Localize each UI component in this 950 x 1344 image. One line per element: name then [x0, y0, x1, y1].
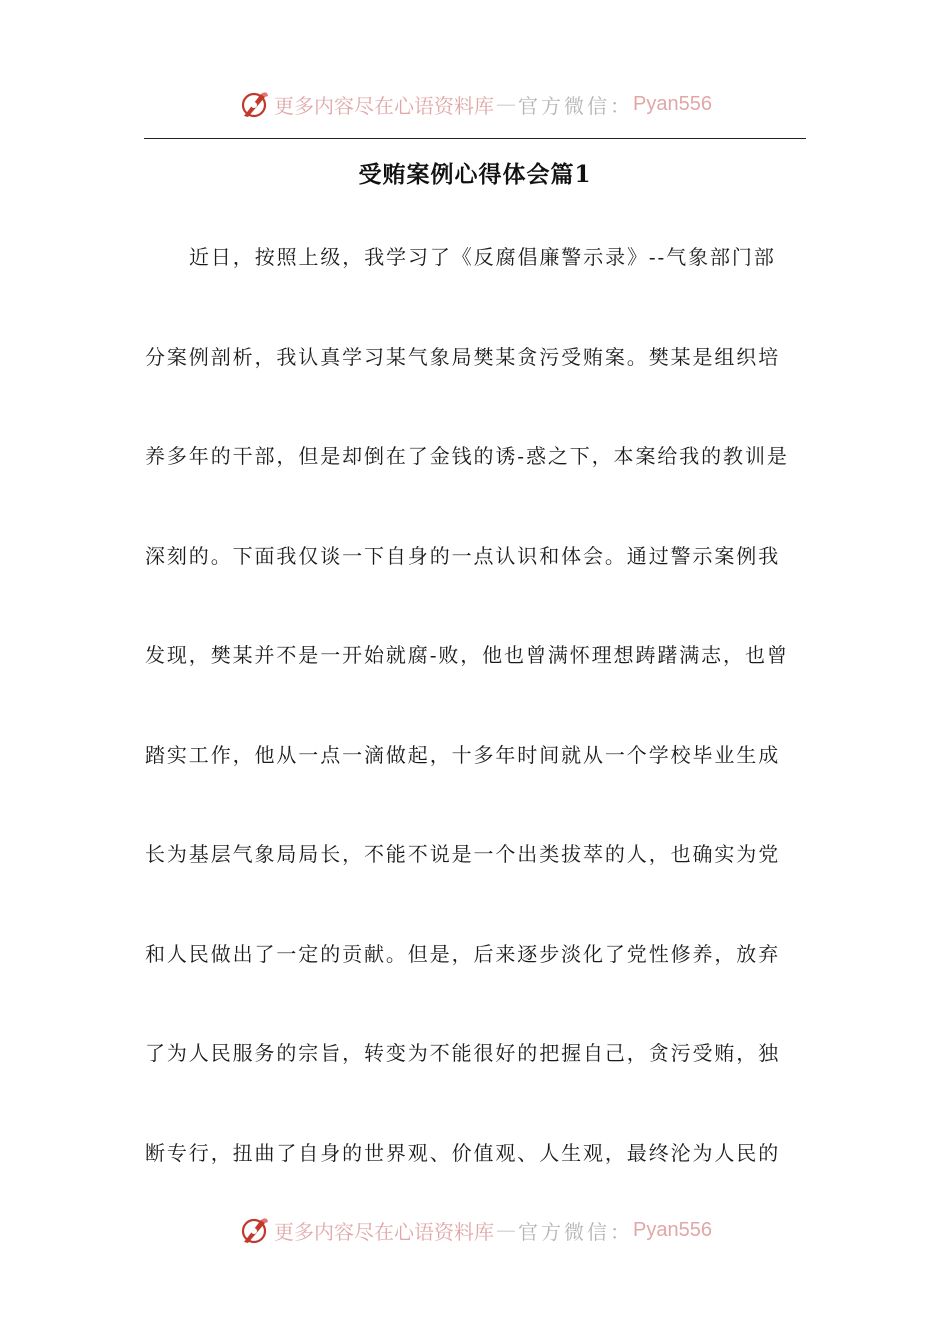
header-banner — [0, 84, 950, 124]
header-wechat-label: 官方微信： — [518, 93, 634, 118]
header-slogan: 更多内容尽在心语资料库 — [274, 93, 495, 118]
body-line-1: 近日，按照上级，我学习了《反腐倡廉警示录》--气象部门部 — [189, 245, 776, 269]
header-dash: — — [496, 92, 517, 116]
body-line-8: 和人民做出了一定的贡献。但是，后来逐步淡化了党性修养，放弃 — [145, 942, 781, 966]
footer-wechat-id: Pyan556 — [633, 1218, 712, 1241]
body-line-10: 断专行，扭曲了自身的世界观、价值观、人生观，最终沦为人民的 — [145, 1141, 781, 1165]
document-title: 受贿案例心得体会篇1 — [358, 161, 592, 188]
header-rule — [144, 138, 806, 139]
header-wechat-id: Pyan556 — [633, 92, 712, 115]
footer-wechat-label: 官方微信： — [518, 1219, 634, 1244]
body-line-3: 养多年的干部，但是却倒在了金钱的诱-惑之下，本案给我的教训是 — [145, 444, 789, 468]
quill-logo-icon — [238, 88, 270, 120]
body-line-7: 长为基层气象局局长，不能不说是一个出类拔萃的人，也确实为党 — [145, 842, 781, 866]
footer-slogan: 更多内容尽在心语资料库 — [274, 1219, 495, 1244]
body-line-5: 发现，樊某并不是一开始就腐-败，他也曾满怀理想踌躇满志，也曾 — [145, 643, 789, 667]
footer-banner — [0, 1210, 950, 1250]
body-line-2: 分案例剖析，我认真学习某气象局樊某贪污受贿案。樊某是组织培 — [145, 345, 781, 369]
footer-dash: — — [496, 1218, 517, 1242]
body-line-6: 踏实工作，他从一点一滴做起，十多年时间就从一个学校毕业生成 — [145, 743, 781, 767]
body-line-9: 了为人民服务的宗旨，转变为不能很好的把握自己，贪污受贿，独 — [145, 1041, 781, 1065]
quill-logo-icon — [238, 1214, 270, 1246]
body-line-4: 深刻的。下面我仅谈一下自身的一点认识和体会。通过警示案例我 — [145, 544, 781, 568]
